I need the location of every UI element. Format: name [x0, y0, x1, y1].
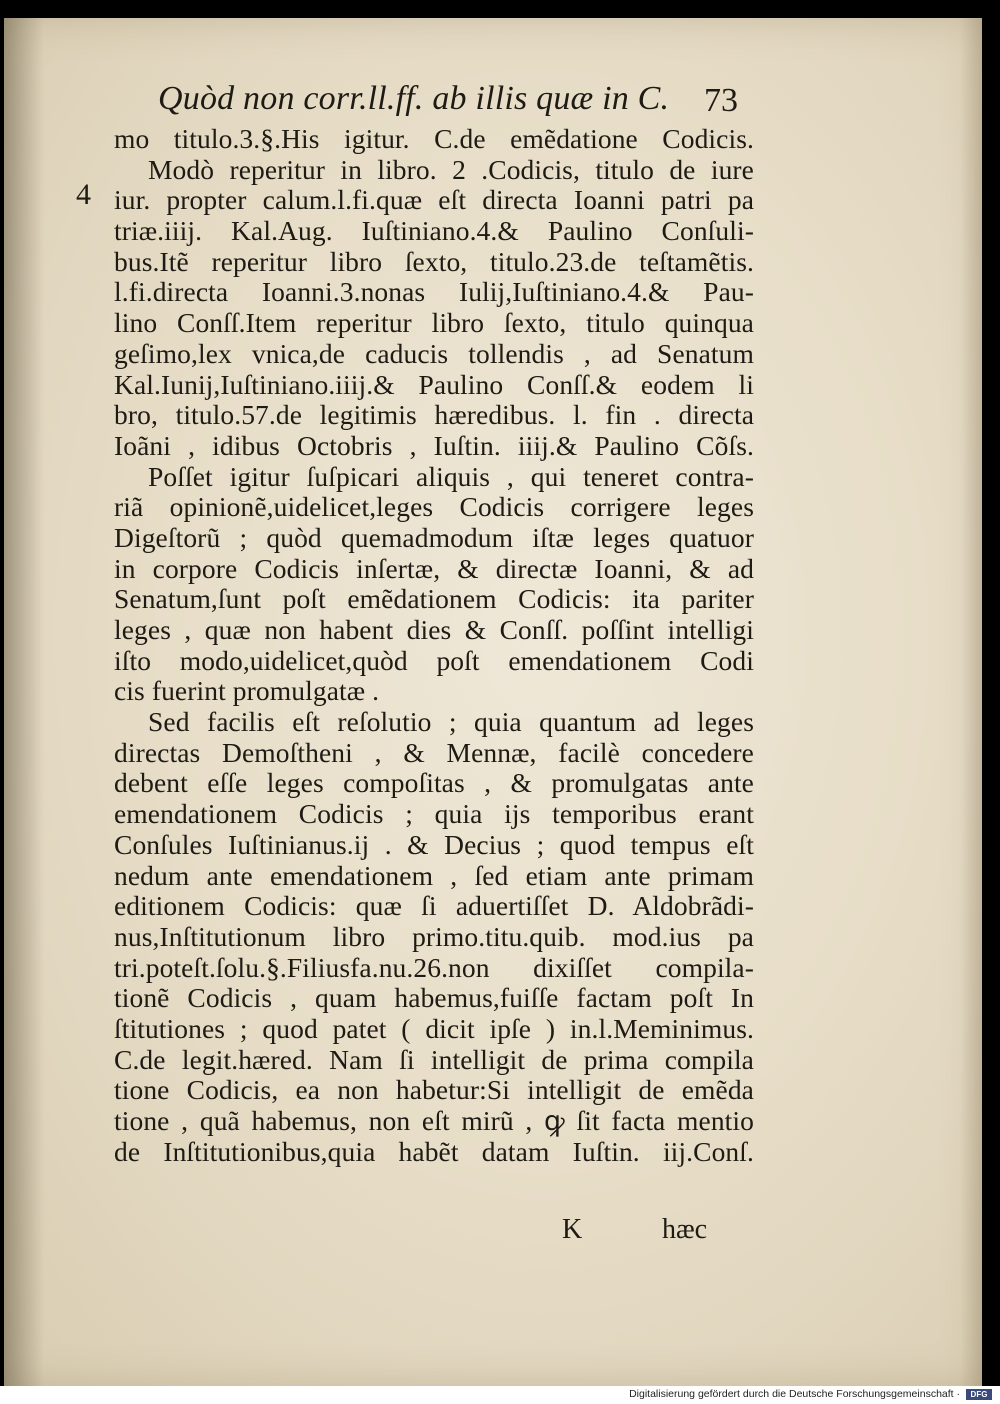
footer-bar: [0, 1386, 1000, 1404]
text-line: Conſules Iuſtinianus.ij . & Decius ; quod tempus eſt: [114, 828, 754, 860]
text-line: ſtitutiones ; quod patet ( dicit ipſe ) in.l.Meminimus.: [114, 1012, 754, 1044]
text-line: cis fuerint promulgatæ .: [114, 675, 380, 707]
text-line: l.fi.directa Ioanni.3.nonas Iulij,Iuſtiniano.4.& Pau-: [114, 276, 754, 308]
text-line: leges , quæ non habent dies & Conſſ. poſſint intelligi: [114, 614, 754, 645]
text-line: tionẽ Codicis , quam habemus,fuiſſe factam poſt In: [114, 982, 754, 1014]
running-head: [114, 78, 754, 124]
text-line: triæ.iiij. Kal.Aug. Iuſtiniano.4.& Paulino Conſuli-: [114, 215, 754, 247]
text-line: Ioãni , idibus Octobris , Iuſtin. iiij.& Paulino Cõſs.: [114, 429, 754, 461]
text-line: iſto modo,uidelicet,quòd poſt emendationem Codi: [114, 644, 754, 676]
marginal-number: 4: [76, 178, 91, 211]
text-line: Senatum,ſunt poſt emẽdationem Codicis: ita pariter: [114, 583, 754, 615]
text-line: tione Codicis, ea non habetur:Si intelligit de emẽda: [114, 1074, 754, 1106]
text-line: Kal.Iunij,Iuſtiniano.iiij.& Paulino Conſſ.& eodem li: [114, 368, 754, 400]
signature-mark: K: [562, 1214, 583, 1245]
funding-credit: Digitalisierung gefördert durch die Deutsche Forschungsgemeinschaft ·: [629, 1388, 960, 1400]
text-line: in corpore Codicis inſertæ, & directæ Ioanni, & ad: [114, 552, 754, 584]
text-block: [114, 78, 754, 1167]
text-line: Poſſet igitur ſuſpicari aliquis , qui teneret contra-: [148, 460, 754, 492]
text-line: Modò reperitur in libro. 2 .Codicis, titulo de iure: [148, 153, 754, 185]
text-line: emendationem Codicis ; quia ijs temporibus erant: [114, 798, 754, 830]
text-line: Digeſtorũ ; quòd quemadmodum iſtæ leges quatuor: [114, 521, 754, 553]
text-line: directas Demoſtheni , & Mennæ, facilè concedere: [114, 736, 754, 768]
text-line: nus,Inſtitutionum libro primo.titu.quib. mod.ius pa: [114, 920, 754, 952]
text-line: riã opinionẽ,uidelicet,leges Codicis corrigere leges: [114, 491, 754, 523]
text-line: bro, titulo.57.de legitimis hæredibus. l. fin . directa: [114, 399, 754, 431]
text-line: tione , quã habemus, non eſt mirũ , ꝙ ſit facta mentio: [114, 1105, 754, 1136]
text-line: mo titulo.3.§.His igitur. C.de emẽdatione Codicis.: [114, 123, 754, 154]
text-line: tri.poteſt.ſolu.§.Filiusfa.nu.26.non dixiſſet compila-: [114, 951, 754, 983]
text-line: lino Conſſ.Item reperitur libro ſexto, titulo quinqua: [114, 307, 754, 339]
running-title: Quòd non corr.ll.ff. ab illis quæ in C.: [158, 80, 670, 117]
text-line: C.de legit.hæred. Nam ſi intelligit de prima compila: [114, 1043, 754, 1075]
text-line: Sed facilis eſt reſolutio ; quia quantum ad leges: [148, 706, 754, 738]
page-number: 73: [704, 82, 738, 119]
gutter-shadow: [4, 18, 44, 1386]
text-line: de Inſtitutionibus,quia habẽt datam Iuſtin. iij.Conſ.: [114, 1135, 754, 1167]
catchwords: [562, 1214, 712, 1246]
text-line: debent eſſe leges compoſitas , & promulgatas ante: [114, 767, 754, 799]
catchword: hæc: [662, 1214, 708, 1245]
text-line: nedum ante emendationem , ſed etiam ante primam: [114, 859, 754, 891]
book-page: [4, 18, 982, 1386]
text-line: editionem Codicis: quæ ſi aduertiſſet D. Aldobrãdi-: [114, 890, 754, 922]
text-line: iur. propter calum.l.fi.quæ eſt directa Ioanni patri pa: [114, 184, 754, 216]
text-line: geſimo,lex vnica,de caducis tollendis , ad Senatum: [114, 337, 754, 369]
page-edge: [960, 18, 982, 1386]
dfg-logo: DFG: [966, 1389, 992, 1400]
text-line: bus.Itẽ reperitur libro ſexto, titulo.23.de teſtamẽtis.: [114, 245, 754, 277]
